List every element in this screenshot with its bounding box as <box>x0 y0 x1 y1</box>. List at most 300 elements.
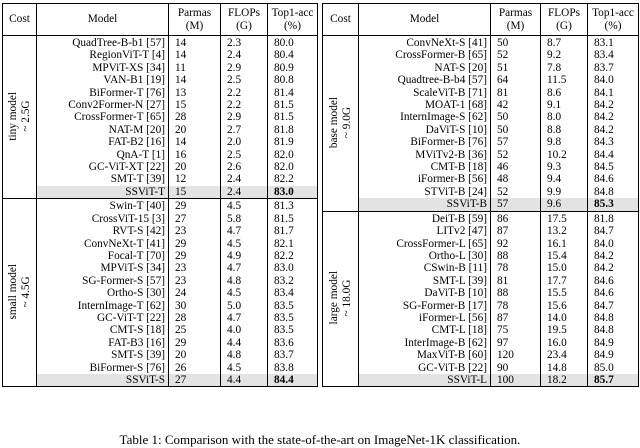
flops-cell: 2.5 <box>221 149 268 161</box>
params-cell: 87 <box>491 312 541 324</box>
top1-cell: 83.1 <box>588 36 639 50</box>
top1-cell: 83.5 <box>268 312 318 324</box>
flops-cell: 4.7 <box>221 225 268 237</box>
top1-header: Top1-acc (%) <box>588 4 639 36</box>
top1-cell: 82.1 <box>268 238 318 250</box>
flops-cell: 8.7 <box>541 36 588 50</box>
model-name-cell: MPViT-XS [34] <box>37 62 169 74</box>
params-cell: 92 <box>491 238 541 250</box>
model-name-cell: LITv2 [47] <box>359 225 491 237</box>
model-name-cell: FAT-B2 [16] <box>37 136 169 148</box>
model-name-cell: RegionViT-T [4] <box>37 49 169 61</box>
params-cell: 87 <box>491 225 541 237</box>
model-header: Model <box>37 4 169 36</box>
table-row <box>323 238 639 250</box>
params-cell: 50 <box>491 124 541 136</box>
params-cell: 15 <box>169 186 221 199</box>
left-comparison-table <box>2 3 318 387</box>
model-name-cell: iFormer-B [56] <box>359 173 491 185</box>
table-row <box>3 161 318 173</box>
table-caption: Table 1: Comparison with the state-of-the-art on ImageNet-1K classification. <box>119 432 521 447</box>
table-row <box>323 362 639 374</box>
top1-cell: 84.9 <box>588 349 639 361</box>
params-cell: 27 <box>169 374 221 387</box>
params-cell: 16 <box>169 149 221 161</box>
params-cell: 23 <box>169 275 221 287</box>
top1-cell: 84.0 <box>588 74 639 86</box>
model-name-cell: DaViT-S [10] <box>359 124 491 136</box>
top1-cell: 82.2 <box>268 250 318 262</box>
model-header: Model <box>359 4 491 36</box>
flops-cell: 4.5 <box>221 287 268 299</box>
flops-cell: 4.5 <box>221 362 268 374</box>
params-cell: 50 <box>491 111 541 123</box>
params-cell: 12 <box>169 173 221 185</box>
group-name: large model <box>327 271 340 325</box>
table-row <box>3 238 318 250</box>
params-cell: 14 <box>169 36 221 50</box>
top1-cell: 84.4 <box>588 149 639 161</box>
model-name-cell: Conv2Former-N [27] <box>37 99 169 111</box>
table-row <box>323 287 639 299</box>
params-cell: 29 <box>169 250 221 262</box>
table-row <box>3 99 318 111</box>
params-cell: 20 <box>169 124 221 136</box>
flops-cell: 17.7 <box>541 275 588 287</box>
table-row <box>323 324 639 336</box>
top1-cell: 85.3 <box>588 198 639 211</box>
params-cell: 46 <box>491 161 541 173</box>
params-cell: 78 <box>491 300 541 312</box>
table-row <box>3 36 318 50</box>
model-name-cell: Quadtree-B-b4 [57] <box>359 74 491 86</box>
top1-cell: 81.5 <box>268 213 318 225</box>
model-name-cell: SG-Former-S [57] <box>37 275 169 287</box>
model-name-cell: FAT-B3 [16] <box>37 337 169 349</box>
flops-cell: 17.5 <box>541 211 588 225</box>
top1-cell: 84.6 <box>588 173 639 185</box>
model-name-cell: QnA-T [1] <box>37 149 169 161</box>
params-cell: 52 <box>491 149 541 161</box>
model-name-cell: SSViT-T <box>37 186 169 199</box>
model-name-cell: InternImage-T [62] <box>37 300 169 312</box>
flops-cell: 19.5 <box>541 324 588 336</box>
flops-cell: 2.7 <box>221 124 268 136</box>
table-row <box>3 324 318 336</box>
top1-cell: 81.8 <box>268 124 318 136</box>
model-name-cell: ConvNeXt-T [41] <box>37 238 169 250</box>
flops-cell: 8.0 <box>541 111 588 123</box>
flops-cell: 5.8 <box>221 213 268 225</box>
params-cell: 14 <box>169 74 221 86</box>
model-name-cell: DeiT-B [59] <box>359 211 491 225</box>
model-name-cell: InternImage-S [62] <box>359 111 491 123</box>
model-name-cell: MPViT-S [34] <box>37 262 169 274</box>
params-cell: 64 <box>491 74 541 86</box>
flops-cell: 15.4 <box>541 250 588 262</box>
top1-cell: 83.4 <box>268 287 318 299</box>
model-name-cell: SSViT-L <box>359 374 491 387</box>
params-cell: 97 <box>491 337 541 349</box>
model-name-cell: NAT-M [20] <box>37 124 169 136</box>
top1-cell: 84.9 <box>588 337 639 349</box>
params-cell: 15 <box>169 99 221 111</box>
params-cell: 28 <box>169 312 221 324</box>
flops-cell: 4.0 <box>221 324 268 336</box>
model-name-cell: MViTv2-B [36] <box>359 149 491 161</box>
top1-cell: 80.9 <box>268 62 318 74</box>
top1-cell: 84.2 <box>588 262 639 274</box>
params-cell: 23 <box>169 262 221 274</box>
model-name-cell: QuadTree-B-b1 [57] <box>37 36 169 50</box>
params-cell: 50 <box>491 36 541 50</box>
group-flops-budget: ~ 4.5G <box>19 276 32 308</box>
model-name-cell: BiFormer-T [76] <box>37 87 169 99</box>
group-flops-budget: ~ 18.0G <box>340 279 353 317</box>
model-name-cell: CrossFormer-T [65] <box>37 111 169 123</box>
params-cell: 30 <box>169 300 221 312</box>
table-row <box>323 149 639 161</box>
flops-cell: 4.7 <box>221 262 268 274</box>
top1-cell: 85.0 <box>588 362 639 374</box>
top1-cell: 80.8 <box>268 74 318 86</box>
flops-cell: 13.2 <box>541 225 588 237</box>
top1-cell: 84.2 <box>588 111 639 123</box>
top1-cell: 82.0 <box>268 161 318 173</box>
table-row <box>323 87 639 99</box>
right-comparison-table <box>322 3 639 387</box>
model-name-cell: VAN-B1 [19] <box>37 74 169 86</box>
top1-cell: 84.3 <box>588 136 639 148</box>
model-name-cell: MaxViT-B [60] <box>359 349 491 361</box>
flops-cell: 11.5 <box>541 74 588 86</box>
table-row <box>3 275 318 287</box>
model-name-cell: DaViT-B [10] <box>359 287 491 299</box>
table-row <box>323 211 639 225</box>
model-name-cell: GC-ViT-T [22] <box>37 312 169 324</box>
params-cell: 14 <box>169 49 221 61</box>
params-cell: 42 <box>491 99 541 111</box>
table-row <box>323 49 639 61</box>
model-name-cell: SMT-S [39] <box>37 349 169 361</box>
top1-cell: 83.2 <box>268 275 318 287</box>
model-name-cell: iFormer-L [56] <box>359 312 491 324</box>
highlight-row <box>323 198 639 211</box>
model-name-cell: BiFormer-S [76] <box>37 362 169 374</box>
table-row <box>323 111 639 123</box>
flops-cell: 9.3 <box>541 161 588 173</box>
top1-header: Top1-acc (%) <box>268 4 318 36</box>
flops-cell: 16.1 <box>541 238 588 250</box>
top1-cell: 84.8 <box>588 312 639 324</box>
top1-cell: 81.4 <box>268 87 318 99</box>
params-cell: 51 <box>491 62 541 74</box>
params-cell: 86 <box>491 211 541 225</box>
model-name-cell: GC-ViT-XT [22] <box>37 161 169 173</box>
flops-cell: 4.5 <box>221 199 268 213</box>
params-cell: 29 <box>169 238 221 250</box>
flops-cell: 14.0 <box>541 312 588 324</box>
highlight-row <box>3 186 318 199</box>
top1-cell: 85.7 <box>588 374 639 387</box>
flops-cell: 2.4 <box>221 186 268 199</box>
table-row <box>3 87 318 99</box>
model-name-cell: Ortho-L [30] <box>359 250 491 262</box>
flops-cell: 14.8 <box>541 362 588 374</box>
model-name-cell: MOAT-1 [68] <box>359 99 491 111</box>
flops-cell: 9.1 <box>541 99 588 111</box>
top1-cell: 82.2 <box>268 173 318 185</box>
table-row <box>323 136 639 148</box>
params-cell: 27 <box>169 213 221 225</box>
model-name-cell: BiFormer-B [76] <box>359 136 491 148</box>
table-row <box>323 186 639 198</box>
highlight-row <box>323 374 639 387</box>
flops-cell: 15.6 <box>541 300 588 312</box>
top1-cell: 81.8 <box>588 211 639 225</box>
top1-cell: 83.7 <box>588 62 639 74</box>
top1-cell: 84.8 <box>588 324 639 336</box>
params-cell: 25 <box>169 324 221 336</box>
model-name-cell: CMT-S [18] <box>37 324 169 336</box>
params-cell: 81 <box>491 275 541 287</box>
top1-cell: 84.2 <box>588 99 639 111</box>
params-cell: 100 <box>491 374 541 387</box>
top1-cell: 83.8 <box>268 362 318 374</box>
top1-cell: 83.0 <box>268 186 318 199</box>
table-row <box>3 124 318 136</box>
model-name-cell: SMT-L [39] <box>359 275 491 287</box>
model-name-cell: CrossFormer-B [65] <box>359 49 491 61</box>
table-row <box>3 262 318 274</box>
flops-cell: 2.6 <box>221 161 268 173</box>
params-cell: 75 <box>491 324 541 336</box>
table-row <box>3 199 318 213</box>
flops-cell: 4.4 <box>221 337 268 349</box>
model-name-cell: Ortho-S [30] <box>37 287 169 299</box>
flops-cell: 7.8 <box>541 62 588 74</box>
flops-cell: 9.4 <box>541 173 588 185</box>
flops-cell: 2.2 <box>221 87 268 99</box>
params-cell: 23 <box>169 225 221 237</box>
flops-header: FLOPs (G) <box>221 4 268 36</box>
table-row <box>3 173 318 185</box>
flops-cell: 23.4 <box>541 349 588 361</box>
flops-header: FLOPs (G) <box>541 4 588 36</box>
model-name-cell: CrossViT-15 [3] <box>37 213 169 225</box>
table-row <box>3 74 318 86</box>
flops-cell: 2.4 <box>221 173 268 185</box>
table-row <box>3 337 318 349</box>
flops-cell: 4.7 <box>221 312 268 324</box>
top1-cell: 81.5 <box>268 111 318 123</box>
group-name: base model <box>327 96 340 148</box>
flops-cell: 2.5 <box>221 74 268 86</box>
top1-cell: 83.5 <box>268 324 318 336</box>
model-name-cell: STViT-B [24] <box>359 186 491 198</box>
top1-cell: 84.6 <box>588 287 639 299</box>
table-row <box>323 349 639 361</box>
table-row <box>323 337 639 349</box>
top1-cell: 84.0 <box>588 238 639 250</box>
table-row <box>3 62 318 74</box>
table-row <box>3 149 318 161</box>
params-cell: 52 <box>491 49 541 61</box>
flops-cell: 2.9 <box>221 111 268 123</box>
params-cell: 57 <box>491 136 541 148</box>
top1-cell: 84.7 <box>588 300 639 312</box>
table-row <box>3 362 318 374</box>
flops-cell: 4.9 <box>221 250 268 262</box>
table-row <box>323 36 639 50</box>
params-cell: 29 <box>169 337 221 349</box>
model-name-cell: SG-Former-B [17] <box>359 300 491 312</box>
model-name-cell: CrossFormer-L [65] <box>359 238 491 250</box>
table-row <box>323 300 639 312</box>
table-row <box>323 250 639 262</box>
flops-cell: 15.5 <box>541 287 588 299</box>
top1-cell: 84.4 <box>268 374 318 387</box>
flops-cell: 4.8 <box>221 275 268 287</box>
table-row <box>3 349 318 361</box>
flops-cell: 9.6 <box>541 198 588 211</box>
flops-cell: 4.4 <box>221 374 268 387</box>
group-cost-label <box>323 36 359 212</box>
table-row <box>323 312 639 324</box>
table-row <box>323 99 639 111</box>
flops-cell: 2.0 <box>221 136 268 148</box>
top1-cell: 84.2 <box>588 250 639 262</box>
top1-cell: 81.5 <box>268 99 318 111</box>
params-header: Parmas (M) <box>491 4 541 36</box>
params-cell: 29 <box>169 199 221 213</box>
flops-cell: 2.4 <box>221 49 268 61</box>
params-cell: 90 <box>491 362 541 374</box>
table-row <box>3 136 318 148</box>
top1-cell: 83.6 <box>268 337 318 349</box>
top1-cell: 81.9 <box>268 136 318 148</box>
params-cell: 14 <box>169 136 221 148</box>
params-cell: 26 <box>169 362 221 374</box>
params-cell: 28 <box>169 111 221 123</box>
group-cost-label <box>323 211 359 387</box>
flops-cell: 9.9 <box>541 186 588 198</box>
params-header: Parmas (M) <box>169 4 221 36</box>
model-name-cell: SMT-T [39] <box>37 173 169 185</box>
top1-cell: 84.8 <box>588 186 639 198</box>
table-row <box>323 275 639 287</box>
params-cell: 88 <box>491 250 541 262</box>
header-row <box>3 4 318 36</box>
top1-cell: 84.6 <box>588 275 639 287</box>
flops-cell: 18.2 <box>541 374 588 387</box>
flops-cell: 9.8 <box>541 136 588 148</box>
model-name-cell: Focal-T [70] <box>37 250 169 262</box>
model-name-cell: SSViT-B <box>359 198 491 211</box>
params-cell: 24 <box>169 287 221 299</box>
table-row <box>323 161 639 173</box>
params-cell: 120 <box>491 349 541 361</box>
table-row <box>323 62 639 74</box>
model-name-cell: ScaleViT-B [71] <box>359 87 491 99</box>
top1-cell: 84.1 <box>588 87 639 99</box>
table-row <box>323 262 639 274</box>
model-name-cell: Swin-T [40] <box>37 199 169 213</box>
flops-cell: 8.6 <box>541 87 588 99</box>
model-name-cell: CMT-B [18] <box>359 161 491 173</box>
flops-cell: 4.8 <box>221 349 268 361</box>
top1-cell: 84.5 <box>588 161 639 173</box>
top1-cell: 84.7 <box>588 225 639 237</box>
table-row <box>3 250 318 262</box>
model-name-cell: CMT-L [18] <box>359 324 491 336</box>
params-cell: 11 <box>169 62 221 74</box>
header-row <box>323 4 639 36</box>
flops-cell: 16.0 <box>541 337 588 349</box>
cost-header: Cost <box>323 4 359 36</box>
group-flops-budget: ~ 2.5G <box>19 100 32 132</box>
model-name-cell: RVT-S [42] <box>37 225 169 237</box>
table-row <box>3 225 318 237</box>
flops-cell: 5.0 <box>221 300 268 312</box>
model-name-cell: ConvNeXt-S [41] <box>359 36 491 50</box>
table-row <box>323 225 639 237</box>
table-row <box>3 300 318 312</box>
flops-cell: 15.0 <box>541 262 588 274</box>
params-cell: 20 <box>169 161 221 173</box>
group-name: small model <box>6 263 19 320</box>
table-row <box>3 49 318 61</box>
table-row <box>323 124 639 136</box>
table-row <box>3 312 318 324</box>
params-cell: 57 <box>491 198 541 211</box>
params-cell: 78 <box>491 262 541 274</box>
top1-cell: 83.7 <box>268 349 318 361</box>
table-row <box>323 74 639 86</box>
top1-cell: 83.0 <box>268 262 318 274</box>
top1-cell: 81.3 <box>268 199 318 213</box>
flops-cell: 4.5 <box>221 238 268 250</box>
params-cell: 20 <box>169 349 221 361</box>
model-name-cell: SSViT-S <box>37 374 169 387</box>
group-cost-label <box>3 36 37 199</box>
table-row <box>3 213 318 225</box>
params-cell: 81 <box>491 87 541 99</box>
model-name-cell: CSwin-B [11] <box>359 262 491 274</box>
highlight-row <box>3 374 318 387</box>
params-cell: 48 <box>491 173 541 185</box>
model-name-cell: GC-ViT-B [22] <box>359 362 491 374</box>
group-name: tiny model <box>6 91 19 141</box>
top1-cell: 80.0 <box>268 36 318 50</box>
table-row <box>3 111 318 123</box>
params-cell: 52 <box>491 186 541 198</box>
flops-cell: 2.2 <box>221 99 268 111</box>
params-cell: 13 <box>169 87 221 99</box>
group-cost-label <box>3 199 37 387</box>
cost-header: Cost <box>3 4 37 36</box>
model-name-cell: InterImage-B [62] <box>359 337 491 349</box>
flops-cell: 9.2 <box>541 49 588 61</box>
top1-cell: 80.4 <box>268 49 318 61</box>
flops-cell: 10.2 <box>541 149 588 161</box>
flops-cell: 8.8 <box>541 124 588 136</box>
top1-cell: 81.7 <box>268 225 318 237</box>
params-cell: 88 <box>491 287 541 299</box>
model-name-cell: NAT-S [20] <box>359 62 491 74</box>
top1-cell: 83.5 <box>268 300 318 312</box>
table-row <box>3 287 318 299</box>
